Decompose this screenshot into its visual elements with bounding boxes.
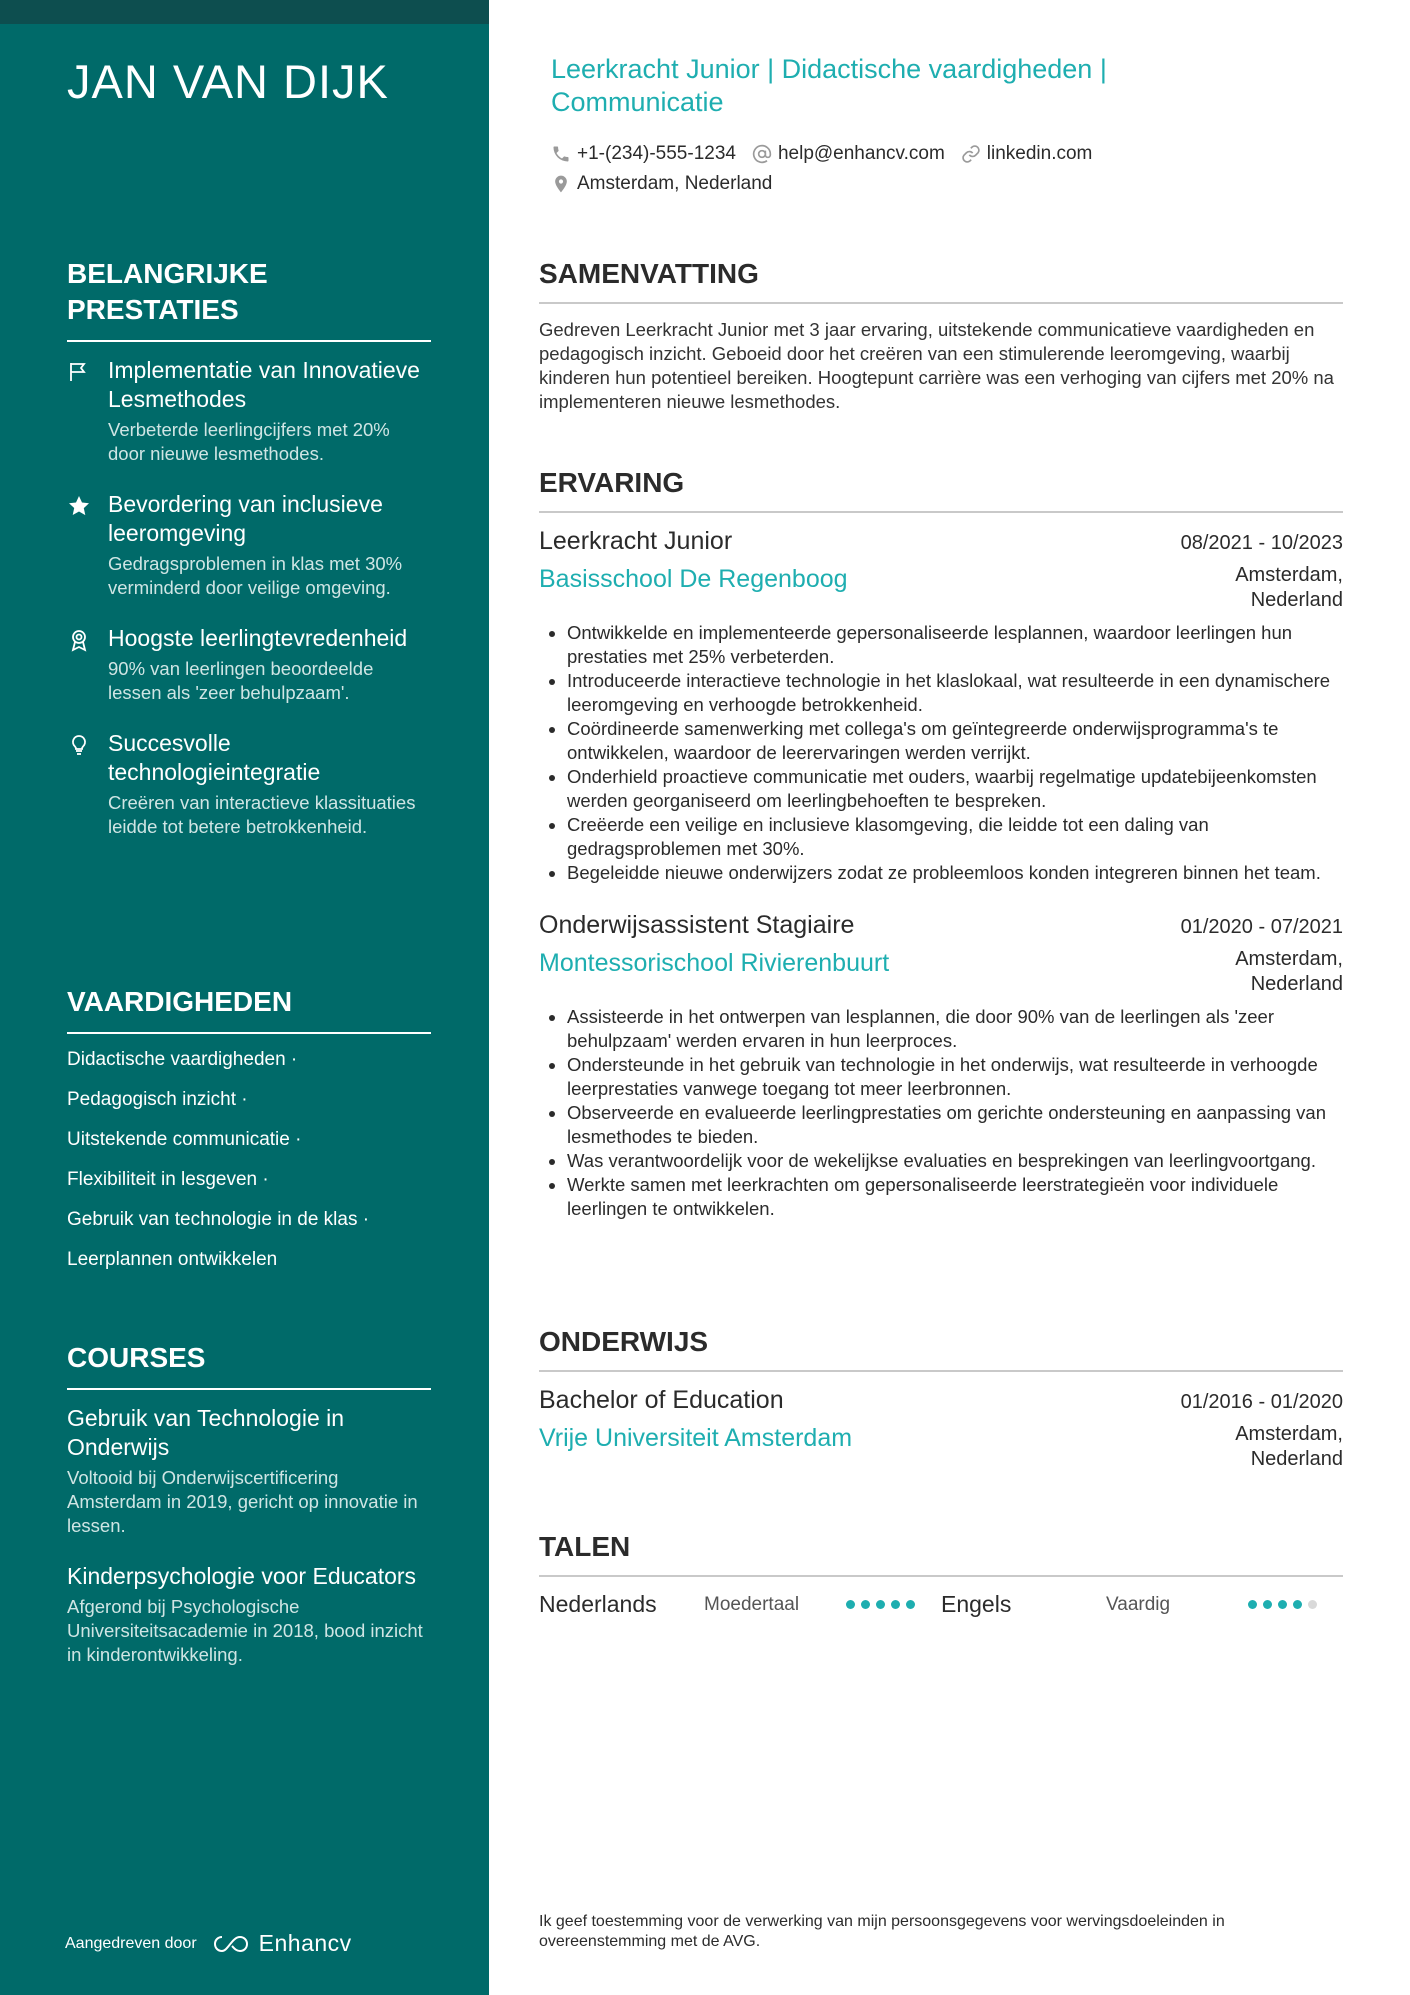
degree: Bachelor of Education [539,1386,784,1414]
language-rating [1248,1600,1323,1609]
languages-section [539,1529,1343,1618]
education-location: Amsterdam, Nederland [1235,1423,1343,1470]
language-name: Engels [941,1591,1012,1617]
job-bullet: • Onderhield proactieve communicatie met ouders, waarbij regelmatige updatebijeenkomsten werden georganiseerd om leerlingbehoeften te bespreken. [567,765,1343,813]
course-item [67,1562,431,1667]
summary-section [539,256,1343,414]
lightbulb-icon [67,733,91,757]
experience-section [539,465,1343,1221]
job-bullet: • Ondersteunde in het gebruik van technologie in het onderwijs, wat resulteerde in verhoogde leerprestaties vanwege toegang tot meer leerbronnen. [567,1053,1343,1101]
job-entry [539,909,1343,1221]
achievement-desc: 90% van leerlingen beoordeelde lessen als 'zeer behulpzaam'. [108,658,374,703]
job-company: Montessorischool Rivierenbuurt [539,949,890,977]
course-title: Kinderpsychologie voor Educators [67,1563,417,1589]
job-bullet: • Assisteerde in het ontwerpen van lesplannen, die door 90% van de leerlingen als 'zeer behulpzaam' werden ervaren in hun leerproces. [567,1005,1343,1053]
rating-dot-filled [1248,1600,1257,1609]
job-bullet: • Begeleidde nieuwe onderwijzers zodat ze probleemloos konden integreren binnen het team. [567,861,1343,885]
job-location: Amsterdam, Nederland [1235,564,1343,611]
skills-heading: VAARDIGHEDEN [67,984,431,1034]
rating-dot-filled [846,1600,855,1609]
achievement-item [67,729,431,839]
education-section [539,1324,1343,1472]
link-icon [961,144,981,164]
achievements-heading: BELANGRIJKE PRESTATIES [67,256,431,342]
languages-heading: TALEN [539,1529,1343,1577]
job-dates: 01/2020 - 07/2021 [1180,916,1343,938]
achievement-item [67,490,431,600]
location-pin-icon [551,174,571,194]
contact-phone[interactable] [551,143,736,165]
contact-info [551,139,1343,199]
rating-dot-filled [1278,1600,1287,1609]
rating-dot-filled [1293,1600,1302,1609]
job-bullet: • Observeerde en evalueerde leerlingprestaties om gerichte ondersteuning en aanpassing van lesmethodes te bieden. [567,1101,1343,1149]
job-bullets [539,1005,1343,1221]
language-item [941,1591,1343,1618]
rating-dot-filled [891,1600,900,1609]
skill-item: Didactische vaardigheden · [67,1049,298,1070]
achievement-title: Succesvolle technologieintegratie [108,730,321,785]
course-item [67,1404,431,1538]
education-entry [539,1384,1343,1472]
skill-item: Gebruik van technologie in de klas · [67,1209,370,1230]
job-bullets [539,621,1343,885]
language-name: Nederlands [539,1591,657,1617]
experience-heading: ERVARING [539,465,1343,513]
flag-icon [67,360,91,384]
language-level: Vaardig [1106,1593,1171,1615]
course-title: Gebruik van Technologie in Onderwijs [67,1405,345,1460]
language-rating [846,1600,921,1609]
job-company: Basisschool De Regenboog [539,565,848,593]
achievements-section [67,256,431,863]
skill-item: Leerplannen ontwikkelen [67,1249,278,1270]
candidate-name: JAN VAN DIJK [67,55,389,108]
skill-item: Flexibiliteit in lesgeven · [67,1169,269,1190]
email-text: help@enhancv.com [777,143,945,164]
rating-dot-filled [906,1600,915,1609]
summary-heading: SAMENVATTING [539,256,1343,304]
job-bullet: • Was verantwoordelijk voor de wekelijkse evaluaties en besprekingen van leerlingvoortgang. [567,1149,1343,1173]
achievement-item [67,624,431,705]
job-dates: 08/2021 - 10/2023 [1180,532,1343,554]
job-bullet: • Coördineerde samenwerking met collega's om geïntegreerde onderwijsprogramma's te ontwikkelen, waardoor de leerervaringen werden verrijkt. [567,717,1343,765]
language-item [539,1591,941,1618]
sidebar-top-bar [0,0,489,24]
sidebar [0,0,489,1995]
skill-item: Pedagogisch inzicht · [67,1089,248,1110]
achievement-desc: Gedragsproblemen in klas met 30% verminderd door veilige omgeving. [108,553,403,598]
rating-dot-filled [861,1600,870,1609]
location-text: Amsterdam, Nederland [577,173,773,194]
job-location: Amsterdam, Nederland [1235,948,1343,995]
phone-text: +1-(234)-555-1234 [577,143,736,164]
linkedin-text: linkedin.com [986,143,1093,164]
star-icon [67,494,91,518]
contact-linkedin[interactable] [961,143,1093,165]
at-icon [752,144,772,164]
job-bullet: • Ontwikkelde en implementeerde gepersonaliseerde lesplannen, waardoor leerlingen hun prestaties met 25% verbeterden. [567,621,1343,669]
skill-item: Uitstekende communicatie · [67,1129,302,1150]
job-bullet: • Introduceerde interactieve technologie in het klaslokaal, wat resulteerde in een dynamischere leeromgeving en verhoogde betrokkenheid. [567,669,1343,717]
courses-section [67,1340,431,1691]
rating-dot-filled [1263,1600,1272,1609]
powered-by [65,1930,352,1957]
contact-location [551,173,772,195]
job-title: Leerkracht Junior [539,527,733,555]
education-dates: 01/2016 - 01/2020 [1180,1391,1343,1413]
job-bullet: • Creëerde een veilige en inclusieve klasomgeving, die leidde tot een daling van gedragsproblemen met 30%. [567,813,1343,861]
job-entry [539,525,1343,885]
course-desc: Voltooid bij Onderwijscertificering Amsterdam in 2019, gericht op innovatie in lessen. [67,1467,418,1536]
enhancv-brand: Enhancv [258,1930,352,1956]
education-heading: ONDERWIJS [539,1324,1343,1372]
course-desc: Afgerond bij Psychologische Universiteitsacademie in 2018, bood inzicht in kinderontwikkeling. [67,1596,423,1665]
contact-email[interactable] [752,143,945,165]
infinity-logo-icon [211,1933,255,1955]
language-level: Moedertaal [704,1593,800,1615]
achievement-desc: Verbeterde leerlingcijfers met 20% door nieuwe lesmethodes. [108,419,390,464]
achievement-desc: Creëren van interactieve klassituaties leidde tot betere betrokkenheid. [108,792,416,837]
powered-by-label: Aangedreven door [65,1934,197,1952]
rating-dot-empty [1308,1600,1317,1609]
school: Vrije Universiteit Amsterdam [539,1424,853,1452]
skills-section [67,984,431,1288]
consent-text: Ik geef toestemming voor de verwerking van mijn persoonsgegevens voor wervingsdoeleinden in overeenstemming met de AVG. [539,1913,1225,1950]
enhancv-logo[interactable] [211,1930,352,1957]
headline: Leerkracht Junior | Didactische vaardigheden | Communicatie [551,54,1107,117]
achievement-title: Hoogste leerlingtevredenheid [108,625,408,651]
achievement-title: Bevordering van inclusieve leeromgeving [108,491,383,546]
phone-icon [551,144,571,164]
achievement-item [67,356,431,466]
job-title: Onderwijsassistent Stagiaire [539,911,855,939]
award-icon [67,628,91,652]
summary-text: Gedreven Leerkracht Junior met 3 jaar ervaring, uitstekende communicatieve vaardigheden en pedagogisch inzicht. Geboeid door het creëren van een stimulerende leeromgeving, waarbij kinderen hun potentieel bereiken. Hoogtepunt carrière was een verhoging van cijfers met 20% na implementeren nieuwe lesmethodes. [539,319,1334,412]
job-bullet: • Werkte samen met leerkrachten om gepersonaliseerde leerstrategieën voor individuele leerlingen te ontwikkelen. [567,1173,1343,1221]
achievement-title: Implementatie van Innovatieve Lesmethodes [108,357,420,412]
rating-dot-filled [876,1600,885,1609]
courses-heading: COURSES [67,1340,431,1390]
